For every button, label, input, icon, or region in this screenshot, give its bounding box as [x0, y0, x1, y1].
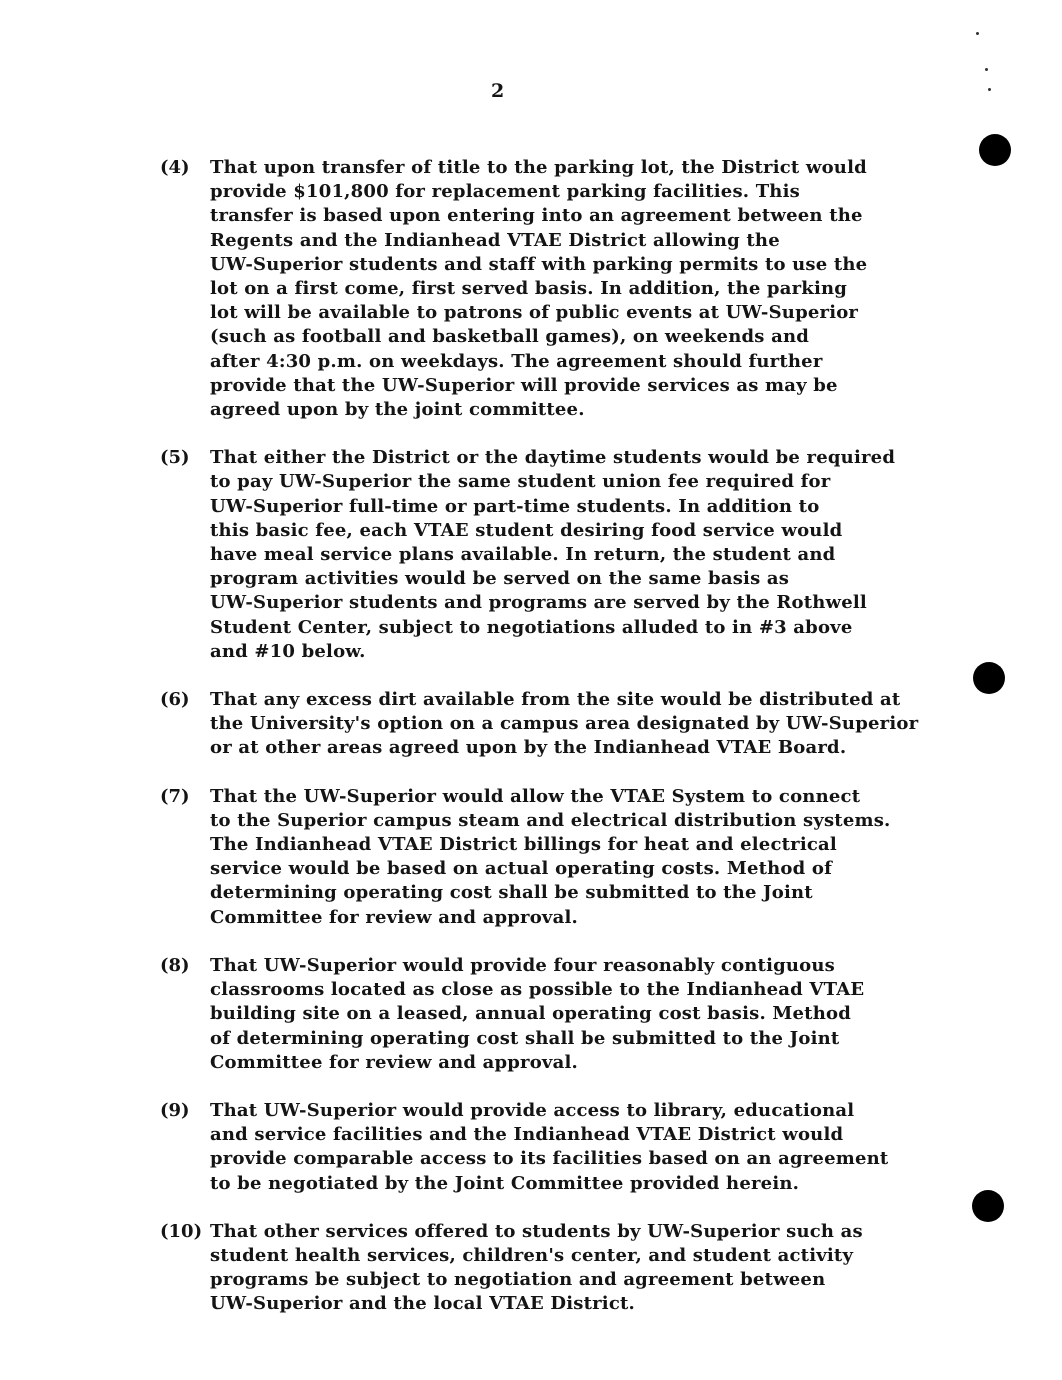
item-number: (9) [160, 1099, 190, 1121]
numbered-items-list [160, 156, 960, 1341]
item-number: (8) [160, 954, 190, 976]
list-item [160, 446, 960, 664]
scan-speck [988, 88, 991, 91]
list-item [160, 156, 960, 422]
item-text: That either the District or the daytime students would be required to pay UW-Superior the same student union fee required for UW-Superior full-time or part-time students. In addition to this basic fee, each VTAE student desiring food service would have meal service plans available. In return, the student and program activities would be served on the same basis as UW-Superior students and programs are served by the Rothwell Student Center, subject to negotiations alluded to in #3 above and #10 below. [210, 447, 896, 662]
list-item [160, 785, 960, 930]
punch-hole-bottom [972, 1190, 1004, 1222]
list-item [160, 954, 960, 1075]
page-number: 2 [491, 80, 505, 102]
punch-hole-top [979, 134, 1011, 166]
scan-speck [985, 68, 988, 71]
scan-speck [976, 32, 979, 35]
item-text: That upon transfer of title to the parking lot, the District would provide $101,800 for replacement parking facilities. This transfer is based upon entering into an agreement between the Regents and the Indianhead VTAE District allowing the UW-Superior students and staff with parking permits to use the lot on a first come, first served basis. In addition, the parking lot will be available to patrons of public events at UW-Superior (such as football and basketball games), on weekends and after 4:30 p.m. on weekdays. The agreement should further provide that the UW-Superior will provide services as may be agreed upon by the joint committee. [210, 157, 868, 421]
list-item [160, 1220, 960, 1317]
item-text: That the UW-Superior would allow the VTAE System to connect to the Superior campus steam and electrical distribution systems. The Indianhead VTAE District billings for heat and electrical service would be based on actual operating costs. Method of determining operating cost shall be submitted to the Joint Committee for review and approval. [210, 785, 891, 928]
list-item [160, 1099, 960, 1196]
item-number: (6) [160, 689, 190, 711]
item-text: That UW-Superior would provide access to library, educational and service facilities and the Indianhead VTAE District would provide comparable access to its facilities based on an agreement to be negotiated by the Joint Committee provided herein. [210, 1099, 889, 1194]
item-number: (10) [160, 1220, 203, 1242]
item-text: That any excess dirt available from the site would be distributed at the University's option on a campus area designated by UW-Superior or at other areas agreed upon by the Indianhead VTAE Board. [210, 689, 919, 759]
item-number: (7) [160, 785, 190, 807]
item-text: That other services offered to students by UW-Superior such as student health services, children's center, and student activity programs be subject to negotiation and agreement between UW-Superior and the local VTAE District. [210, 1220, 863, 1315]
item-text: That UW-Superior would provide four reasonably contiguous classrooms located as close as possible to the Indianhead VTAE building site on a leased, annual operating cost basis. Method of determining operating cost shall be submitted to the Joint Committee for review and approval. [210, 954, 865, 1073]
item-number: (4) [160, 157, 190, 178]
item-number: (5) [160, 447, 190, 469]
list-item [160, 688, 960, 761]
punch-hole-middle [973, 662, 1005, 694]
